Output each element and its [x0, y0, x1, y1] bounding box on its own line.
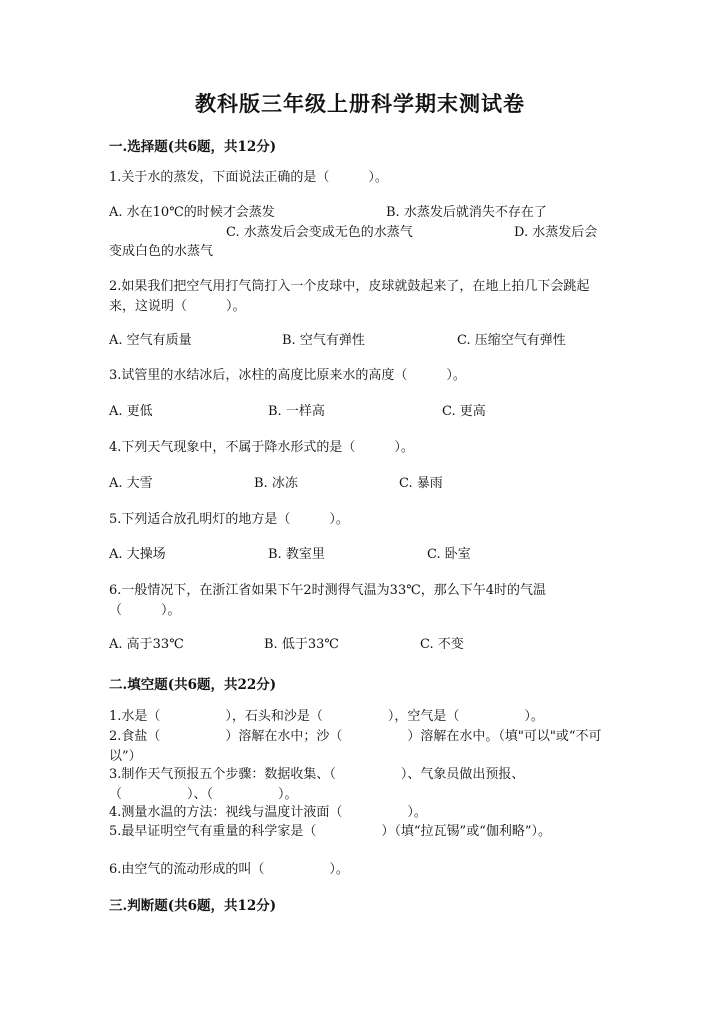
question-6-options — [109, 635, 619, 655]
section-heading-fill: 二.填空题(共6题，共22分) — [109, 677, 277, 693]
question-1-option-d: D. 水蒸发后会 — [514, 225, 598, 240]
question-3-option-b: B. 一样高 — [268, 404, 325, 419]
question-2-options — [109, 331, 619, 351]
question-4-option-b: B. 冰冻 — [254, 476, 298, 491]
question-3-option-c: C. 更高 — [442, 404, 486, 419]
fill-question-2: 2.食盐（ ）溶解在水中；沙（ ）溶解在水中。（填"可以"或“不可以”） — [109, 729, 602, 764]
question-1-options-row1 — [109, 203, 619, 223]
question-4-stem: 4.下列天气现象中，不属于降水形式的是（ ）。 — [109, 440, 414, 455]
question-1-options-row2 — [109, 223, 619, 243]
question-1-option-a: A. 水在10℃的时候才会蒸发 — [109, 205, 275, 220]
question-1-option-d-continued: 变成白色的水蒸气 — [109, 244, 214, 259]
question-3-stem: 3.试管里的水结冰后，冰柱的高度比原来水的高度（ ）。 — [109, 368, 466, 383]
question-3-options — [109, 402, 619, 422]
question-1-stem: 1.关于水的蒸发，下面说法正确的是（ ）。 — [109, 170, 388, 185]
section-heading-judge: 三.判断题(共6题，共12分) — [109, 898, 277, 914]
question-5-option-b: B. 教室里 — [268, 547, 325, 562]
fill-question-1: 1.水是（ ），石头和沙是（ ），空气是（ ）。 — [109, 709, 544, 724]
question-3-option-a: A. 更低 — [109, 404, 153, 419]
question-2-option-a: A. 空气有质量 — [109, 333, 192, 348]
question-5-stem: 5.下列适合放孔明灯的地方是（ ）。 — [109, 512, 349, 527]
question-4-option-c: C. 暴雨 — [399, 476, 443, 491]
question-5-options — [109, 545, 619, 565]
question-4-option-a: A. 大雪 — [109, 476, 153, 491]
page-title: 教科版三年级上册科学期末测试卷 — [195, 91, 525, 116]
question-1-options-row3 — [109, 242, 619, 262]
question-5-option-a: A. 大操场 — [109, 547, 166, 562]
question-6-option-c: C. 不变 — [420, 637, 464, 652]
question-2-option-c: C. 压缩空气有弹性 — [457, 333, 566, 348]
fill-question-4: 4.测量水温的方法：视线与温度计液面（ ）。 — [109, 805, 427, 820]
question-4-options — [109, 474, 619, 494]
question-1-option-c: C. 水蒸发后会变成无色的水蒸气 — [226, 225, 413, 240]
fill-question-5: 5.最早证明空气有重量的科学家是（ ）（填“拉瓦锡”或“伽利略”）。 — [109, 824, 551, 839]
section-heading-choice: 一.选择题(共6题，共12分) — [109, 139, 277, 155]
fill-question-3: 3.制作天气预报五个步骤：数据收集、（ ）、气象员做出预报、（ ）、（ ）。 — [109, 767, 525, 802]
question-1-option-b: B. 水蒸发后就消失不存在了 — [386, 205, 547, 220]
question-2-stem: 2.如果我们把空气用打气筒打入一个皮球中，皮球就鼓起来了，在地上拍几下会跳起来，这说明（ ）。 — [109, 279, 590, 314]
question-6-option-a: A. 高于33℃ — [109, 637, 184, 652]
question-2-option-b: B. 空气有弹性 — [282, 333, 365, 348]
fill-question-6: 6.由空气的流动形成的叫（ ）。 — [109, 862, 349, 877]
question-5-option-c: C. 卧室 — [427, 547, 471, 562]
question-6-stem: 6.一般情况下，在浙江省如果下午2时测得气温为33℃，那么下午4时的气温（ ）。 — [109, 583, 547, 618]
question-6-option-b: B. 低于33℃ — [264, 637, 339, 652]
